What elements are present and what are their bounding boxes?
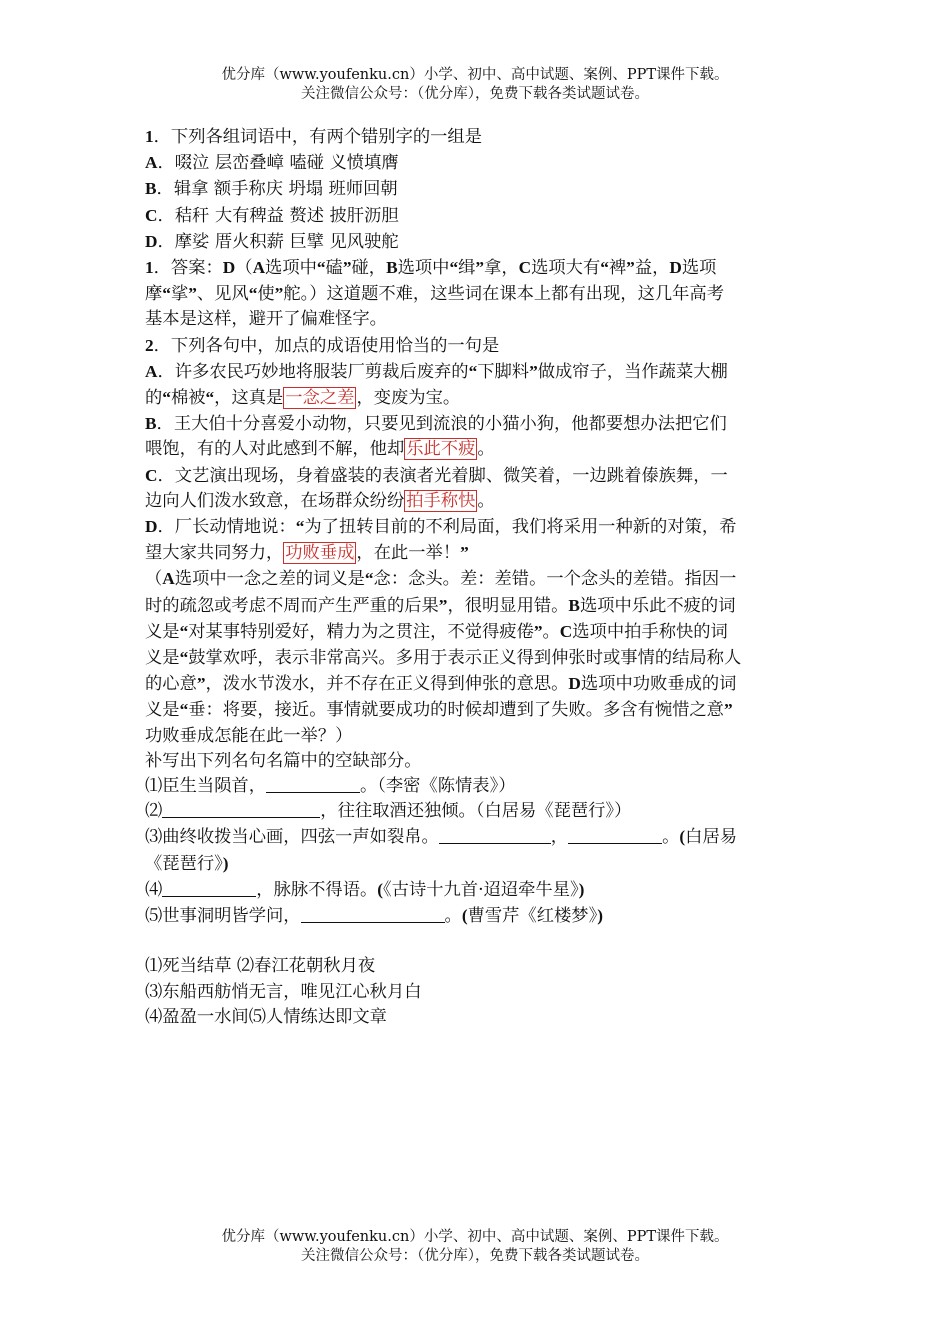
q2-option-d-line-1: D．厂长动情地说：“为了扭转目前的不利局面，我们将采用一种新的对策，希	[145, 517, 737, 538]
q3-item-5: ⑸世事洞明皆学问， 。(曹雪芹《红楼梦》)	[145, 906, 603, 927]
fill-blank[interactable]	[568, 826, 662, 844]
fill-blank[interactable]	[162, 800, 320, 818]
q2-explanation-line-5: 的心意”，泼水节泼水，并不存在正义得到伸张的意思。D选项中功败垂成的词	[145, 674, 737, 695]
page-footer	[0, 1228, 950, 1266]
q1-option-b: B．辑拿 额手称庆 坍塌 班师回朝	[145, 179, 398, 200]
q3-item-3: ⑶曲终收拨当心画，四弦一声如裂帛。 ， 。(白居易	[145, 827, 738, 848]
q1-option-c: C．秸秆 大有稗益 赘述 披肝沥胆	[145, 205, 399, 226]
q1-stem: 1．下列各组词语中，有两个错别字的一组是	[145, 127, 482, 147]
footer-line-1: 优分库（www.youfenku.cn）小学、初中、高中试题、案例、PPT课件下载。	[221, 1229, 729, 1245]
q3-item-4: ⑷ ，脉脉不得语。(《古诗十九首·迢迢牵牛星》)	[145, 879, 585, 900]
q2-explanation-line-1: （A选项中一念之差的词义是“念：念头。差：差错。一个念头的差错。指因一	[145, 569, 737, 590]
document-body	[145, 124, 805, 1030]
q2-option-c-line-2: 边向人们泼水致意，在场群众纷纷 拍手称快 。	[145, 490, 495, 511]
fill-blank[interactable]	[266, 775, 360, 793]
q2-option-a-line-1: A．许多农民巧妙地将服装厂剪裁后废弃的“下脚料”做成帘子，当作蔬菜大棚	[145, 361, 728, 382]
fill-blank[interactable]	[301, 905, 445, 923]
q2-option-b-line-1: B．王大伯十分喜爱小动物，只要见到流浪的小猫小狗，他都要想办法把它们	[145, 414, 727, 435]
header-line-2: 关注微信公众号：（优分库），免费下载各类试题试卷。	[301, 86, 649, 102]
idiom-highlight-b: 乐此不疲	[406, 439, 476, 460]
q2-explanation-line-6: 义是“垂：将要，接近。事情就要成功的时候却遭到了失败。多含有惋惜之意”	[145, 700, 733, 721]
fill-blank[interactable]	[162, 879, 256, 897]
q3-item-2: ⑵ ，往往取酒还独倾。（白居易《琵琶行》）	[145, 801, 632, 822]
q1-option-d: D．摩娑 厝火积薪 巨擘 见风驶舵	[145, 231, 399, 252]
footer-line-2: 关注微信公众号：（优分库），免费下载各类试题试卷。	[301, 1248, 649, 1264]
q2-option-b-line-2: 喂饱，有的人对此感到不解，他却 乐此不疲 。	[145, 439, 495, 460]
idiom-highlight-d: 功败垂成	[285, 543, 355, 564]
q1-answer-line-3: 基本是这样，避开了偏难怪字。	[145, 309, 387, 330]
spacer	[145, 929, 805, 954]
q3-answer-line-1: ⑴死当结草 ⑵春江花朝秋月夜	[145, 956, 376, 977]
header-line-1: 优分库（www.youfenku.cn）小学、初中、高中试题、案例、PPT课件下载。	[221, 67, 729, 83]
q1-answer-line-2: 摩“挲”、见风“使”舵。）这道题不难，这些词在课本上都有出现，这几年高考	[145, 284, 724, 305]
q3-item-3-source: 《琵琶行》)	[145, 853, 229, 874]
q1-answer-line-1: 1．答案：D（A选项中“磕”碰，B选项中“缉”拿，C选项大有“裨”益，D选项	[145, 258, 717, 279]
q3-answer-line-2: ⑶东船西舫悄无言，唯见江心秋月白	[145, 981, 422, 1002]
q2-explanation-line-7: 功败垂成怎能在此一举？）	[145, 725, 353, 746]
q2-explanation-line-3: 义是“对某事特别爱好，精力为之贯注，不觉得疲倦”。C选项中拍手称快的词	[145, 621, 728, 642]
q2-option-d-line-2: 望大家共同努力， 功败垂成 ，在此一举！”	[145, 543, 469, 564]
q3-intro: 补写出下列名句名篇中的空缺部分。	[145, 750, 422, 771]
q2-option-c-line-1: C．文艺演出现场，身着盛装的表演者光着脚、微笑着，一边跳着傣族舞，一	[145, 465, 728, 486]
idiom-highlight-a: 一念之差	[285, 388, 355, 409]
q2-option-a-line-2: 的“棉被“，这真是 一念之差 ，变废为宝。	[145, 388, 461, 409]
q2-explanation-line-4: 义是“鼓掌欢呼，表示非常高兴。多用于表示正义得到伸张时或事情的结局称人	[145, 648, 742, 669]
q1-option-a: A．啜泣 层峦叠嶂 嗑碰 义愤填膺	[145, 153, 399, 174]
q2-explanation-line-2: 时的疏忽或考虑不周而产生严重的后果”，很明显用错。B选项中乐此不疲的词	[145, 595, 736, 616]
q3-answer-line-3: ⑷盈盈一水间⑸人情练达即文章	[145, 1006, 387, 1027]
fill-blank[interactable]	[439, 826, 551, 844]
q2-stem: 2．下列各句中，加点的成语使用恰当的一句是	[145, 335, 500, 356]
q3-item-1: ⑴臣生当陨首， 。（李密《陈情表》）	[145, 776, 516, 797]
idiom-highlight-c: 拍手称快	[406, 490, 476, 511]
page-header	[0, 66, 950, 104]
